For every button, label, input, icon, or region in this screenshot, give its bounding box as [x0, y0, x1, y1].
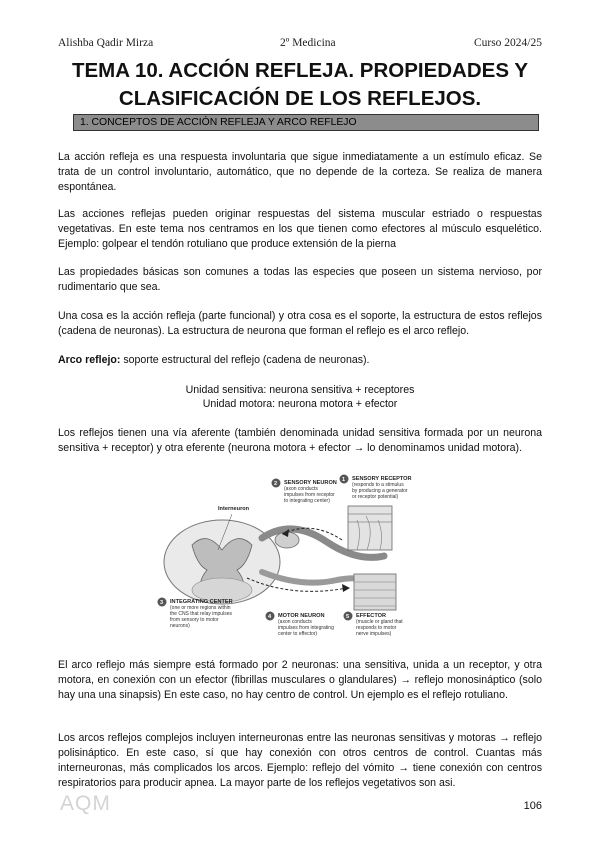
reflex-arc-figure [152, 470, 448, 650]
page-number: 106 [523, 800, 542, 812]
sensory-receptor-label: SENSORY RECEPTOR [352, 476, 412, 482]
watermark-logo: AQM [60, 792, 111, 815]
sensory-receptor-desc-2: by producing a generator [352, 488, 408, 494]
paragraph-arco-reflejo [58, 353, 542, 368]
integrating-center-desc-3: from sensory to motor [170, 617, 219, 623]
sensory-neuron-label: SENSORY NEURON [284, 480, 337, 486]
motor-neuron-desc-1: (axon conducts [278, 619, 312, 625]
paragraph-structure: Una cosa es la acción refleja (parte funcional) y otra cosa es el soporte, la estructura de estos reflejos (cadena de neuronas). La estructura de neurona que forman el reflejo es el arco reflejo. [58, 310, 542, 337]
effector-desc-1: (muscle or gland that [356, 619, 403, 625]
unit-motor-formula: Unidad motora: neurona motora + efector [202, 398, 398, 410]
step-3-number: 3 [160, 600, 164, 606]
sensory-neuron-desc-1: (axon conducts [284, 486, 318, 492]
sensory-neuron-desc-3: to integrating center) [284, 498, 330, 504]
step-2-number: 2 [274, 481, 278, 487]
sensory-receptor-desc-1: (responds to a stimulus [352, 482, 404, 488]
effector-label: EFFECTOR [356, 613, 387, 619]
header-year: Curso 2024/25 [473, 37, 542, 49]
unit-sensory-formula: Unidad sensitiva: neurona sensitiva + receptores [185, 384, 415, 396]
section-heading: 1. CONCEPTOS DE ACCIÓN REFLEJA Y ARCO REFLEJO [73, 114, 539, 131]
motor-neuron-desc-3: center to effector) [278, 631, 318, 637]
step-5-number: 5 [346, 614, 350, 620]
effector-desc-3: nerve impulses) [356, 631, 392, 637]
integrating-center-desc-2: the CNS that relay impulses [170, 611, 232, 617]
motor-neuron-desc-2: impulses from integrating [278, 625, 334, 631]
effector-desc-2: responds to motor [356, 625, 397, 631]
header-author: Alishba Qadir Mirza [58, 37, 154, 49]
paragraph-polysynaptic: Los arcos reflejos complejos incluyen interneuronas entre las neuronas sensitivas y motoras → reflejo polisináptico. En este caso, sí que hay conexión con otros centros de control. Cuantas más interneuronas, más complicados los arcos. Ejemplo: reflejo del vómito → tiene conexión con centros respiratorios para producir apnea. La mayor parte de los reflejos vegetativos son asi. [58, 732, 542, 789]
spinal-cord-illustration [164, 520, 280, 604]
paragraph-monosynaptic: El arco reflejo más siempre está formado por 2 neuronas: una sensitiva, unida a un receptor, y otra motora, en conexión con un efector (fibrillas musculares o glandulares) → reflejo monosináptico (solo hay una una sinapsis) En este caso, no hay centro de control. Un ejemplo es el reflejo rotuliano. [58, 659, 542, 701]
paragraph-definition: La acción refleja es una respuesta involuntaria que sigue inmediatamente a un estímulo eficaz. Se trata de un control involuntario, automático, que no depende de la corteza. Se realiza de manera espontánea. [58, 151, 542, 193]
arco-reflejo-term: Arco reflejo: [58, 354, 121, 366]
step-4-number: 4 [268, 614, 272, 620]
arco-reflejo-definition: soporte estructural del reflejo (cadena de neuronas). [120, 354, 370, 366]
receptor-skin-block [348, 506, 392, 550]
motor-neuron-label: MOTOR NEURON [278, 613, 325, 619]
integrating-center-label: INTEGRATING CENTER [170, 599, 233, 605]
effector-muscle-block [354, 574, 396, 610]
page-title: TEMA 10. ACCIÓN REFLEJA. PROPIEDADES Y CLASIFICACIÓN DE LOS REFLEJOS. [71, 59, 528, 110]
paragraph-responses: Las acciones reflejas pueden originar respuestas del sistema muscular estriado o respuestas vegetativas. En este tema nos centramos en los que tienen como efectores al músculo esquelético. Ejemplo: golpear el tendón rotuliano que produce extensión de la pierna [58, 208, 542, 250]
integrating-center-desc-1: (one or more regions within [170, 605, 231, 611]
paragraph-pathways: Los reflejos tienen una vía aferente (también denominada unidad sensitiva formada por un neurona sensitiva + receptor) y otra eferente (neurona motora + efector → lo denominamos unidad motora). [58, 427, 542, 454]
efferent-arrowhead [342, 584, 350, 592]
interneuron-label: Interneuron [218, 506, 250, 512]
header-course: 2º Medicina [280, 37, 336, 49]
paragraph-properties: Las propiedades básicas son comunes a todas las especies que poseen un sistema nervioso, por rudimentario que sea. [58, 266, 542, 293]
step-1-number: 1 [342, 477, 346, 483]
sensory-receptor-desc-3: or receptor potential) [352, 494, 399, 500]
sensory-neuron-desc-2: impulses from receptor [284, 492, 335, 498]
integrating-center-desc-4: neurons) [170, 623, 190, 629]
